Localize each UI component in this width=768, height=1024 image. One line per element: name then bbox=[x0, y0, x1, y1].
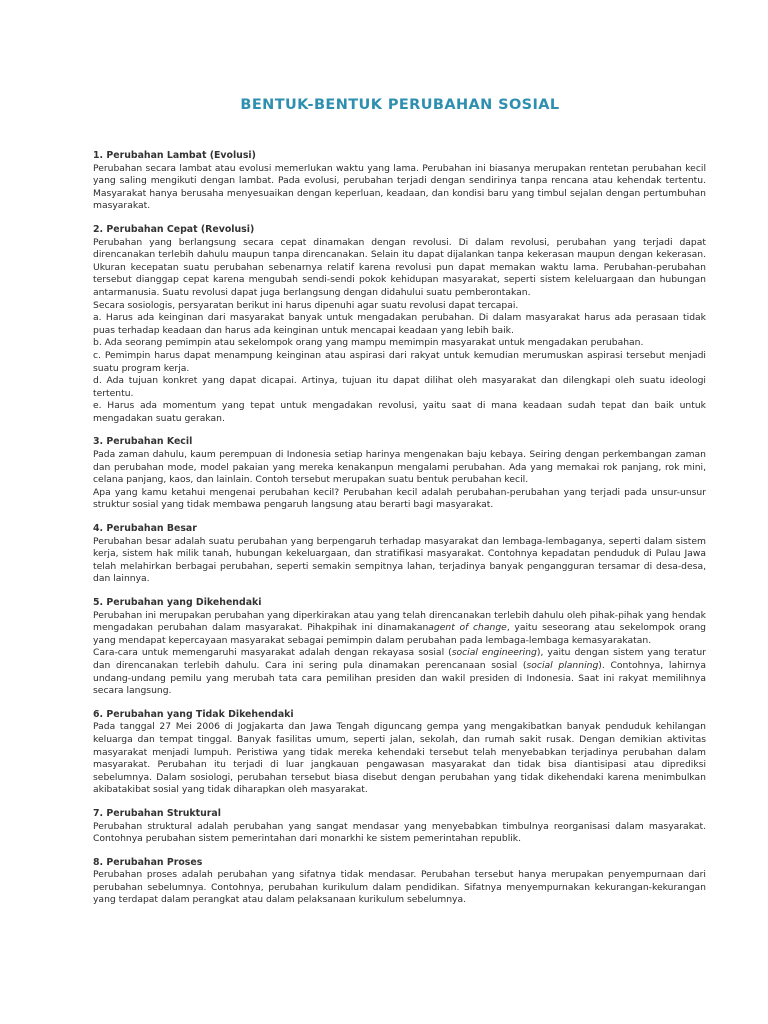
document-body bbox=[93, 150, 706, 918]
text-run: Cara-cara untuk memengaruhi masyarakat adalah dengan rekayasa sosial ( bbox=[93, 647, 452, 659]
list-item: e. Harus ada momentum yang tepat untuk mengadakan revolusi, yaitu saat di mana keadaan sudah tepat dan baik untuk mengadakan suatu gerakan. bbox=[93, 400, 706, 424]
paragraph: Pada zaman dahulu, kaum perempuan di Indonesia setiap harinya mengenakan baju kebaya. Seiring dengan perkembangan zaman dan perubahan mode, model pakaian yang mereka kenakanpun mengalami perubahan. Ada yang memakai rok panjang, rok mini, celana panjang, kaos, dan lainlain. Contoh tersebut merupakan suatu bentuk perubahan kecil. bbox=[93, 449, 706, 486]
section-proses bbox=[93, 857, 706, 907]
paragraph bbox=[93, 610, 706, 648]
paragraph: Perubahan secara lambat atau evolusi memerlukan waktu yang lama. Perubahan ini biasanya merupakan rentetan perubahan kecil yang saling mengikuti dengan lambat. Pada evolusi, perubahan terjadi dengan sendirinya tanpa rencana atau kehendak tertentu. Masyarakat hanya berusaha menyesuaikan dengan keperluan, keadaan, dan kondisi baru yang timbul sejalan dengan pertumbuhan masyarakat. bbox=[93, 162, 706, 212]
text-run: ), yaitu dengan sistem yang teratur dan direncanakan terlebih dahulu. Cara ini sering pula dinamakan perencanaan sosial ( bbox=[93, 647, 707, 671]
paragraph: Perubahan proses adalah perubahan yang sifatnya tidak mendasar. Perubahan tersebut hanya merupakan penyempurnaan dari perubahan sebelumnya. Contohnya, perubahan kurikulum dalam pendidikan. Sifatnya menyempurnakan kekurangan-kekurangan yang terdapat dalam perangkat atau dalam pelaksanaan kurikulum sebelumnya. bbox=[93, 869, 706, 906]
section-evolusi bbox=[93, 150, 706, 213]
section-dikehendaki bbox=[93, 597, 706, 698]
list-item: d. Ada tujuan konkret yang dapat dicapai. Artinya, tujuan itu dapat dilihat oleh masyarakat dan dilengkapi oleh suatu ideologi tertentu. bbox=[93, 375, 706, 399]
list-item: b. Ada seorang pemimpin atau sekelompok orang yang mampu memimpin masyarakat untuk mengadakan perubahan. bbox=[93, 337, 644, 349]
list-item: c. Pemimpin harus dapat menampung keinginan atau aspirasi dari rakyat untuk kemudian merumuskan aspirasi tersebut menjadi suatu program kerja. bbox=[93, 349, 706, 374]
section-perubahan-kecil bbox=[93, 436, 706, 512]
text-run: ). Contohnya, lahirnya undang-undang pemilu yang merubah tata cara pemilihan presiden dan wakil presiden di Indonesia. Saat ini rakyat memilihnya secara langsung. bbox=[93, 659, 706, 697]
section-perubahan-besar bbox=[93, 523, 706, 586]
section-heading: 3. Perubahan Kecil bbox=[93, 436, 193, 448]
italic-term: social engineering bbox=[451, 647, 537, 659]
italic-term: social planning bbox=[526, 659, 599, 671]
paragraph: Perubahan struktural adalah perubahan yang sangat mendasar yang menyebabkan timbulnya reorganisasi dalam masyarakat. Contohnya perubahan sistem pemerintahan dari monarkhi ke sistem pemerintahan republik. bbox=[93, 820, 706, 845]
section-tidak-dikehendaki bbox=[93, 709, 706, 797]
section-heading: 4. Perubahan Besar bbox=[93, 523, 197, 535]
section-heading: 8. Perubahan Proses bbox=[93, 856, 203, 868]
section-heading: 7. Perubahan Struktural bbox=[93, 807, 221, 819]
section-heading: 5. Perubahan yang Dikehendaki bbox=[93, 597, 262, 608]
section-heading: 1. Perubahan Lambat (Evolusi) bbox=[93, 150, 256, 161]
paragraph: Perubahan yang berlangsung secara cepat dinamakan dengan revolusi. Di dalam revolusi, perubahan yang terjadi dapat direncanakan terlebih dahulu maupun tanpa direncanakan. Selain itu dapat dijalankan tanpa kekerasan maupun dengan kekerasan. Ukuran kecepatan suatu perubahan sebenarnya relatif karena revolusi pun dapat memakan waktu lama. Perubahan-perubahan tersebut dianggap cepat karena mengubah sendi-sendi pokok kehidupan masyarakat, seperti sistem keleluargaan dan hubungan antarmanusia. Suatu revolusi dapat juga berlangsung dengan didahului suatu pemberontakan. bbox=[93, 236, 706, 298]
paragraph: Perubahan besar adalah suatu perubahan yang berpengaruh terhadap masyarakat dan lembaga-lembaganya, seperti dalam sistem kerja, sistem hak milik tanah, hubungan kekeluargaan, dan stratifikasi masyarakat. Contohnya kepadatan penduduk di Pulau Jawa telah melahirkan berbagai perubahan, seperti semakin sempitnya lahan, terjadinya banyak pengangguran tersamar di desa-desa, dan lainnya. bbox=[93, 535, 706, 585]
page-title: BENTUK-BENTUK PERUBAHAN SOSIAL bbox=[240, 97, 560, 113]
paragraph: Secara sosiologis, persyaratan berikut ini harus dipenuhi agar suatu revolusi dapat tercapai. bbox=[93, 299, 519, 311]
section-heading: 2. Perubahan Cepat (Revolusi) bbox=[93, 223, 255, 235]
paragraph: Apa yang kamu ketahui mengenai perubahan kecil? Perubahan kecil adalah perubahan-perubahan yang terjadi pada unsur-unsur struktur sosial yang tidak membawa pengaruh langsung atau berarti bagi masyarakat. bbox=[93, 486, 706, 511]
list-item: a. Harus ada keinginan dari masyarakat banyak untuk mengadakan perubahan. Di dalam masyarakat harus ada perasaan tidak puas terhadap keadaan dan harus ada keinginan untuk mencapai keadaan yang lebih baik. bbox=[93, 312, 706, 336]
section-heading: 6. Perubahan yang Tidak Dikehendaki bbox=[93, 708, 294, 720]
paragraph bbox=[93, 647, 706, 697]
section-revolusi bbox=[93, 224, 706, 426]
section-struktural bbox=[93, 808, 706, 846]
text-run: Perubahan ini merupakan perubahan yang diperkirakan atau yang telah direncanakan terlebih dahulu oleh pihak-pihak yang hendak mengadakan perubahan dalam masyarakat. Pihakpihak ini dinamakan bbox=[93, 609, 706, 634]
paragraph: Pada tanggal 27 Mei 2006 di Jogjakarta dan Jawa Tengah diguncang gempa yang mengakibatkan banyak penduduk kehilangan keluarga dan tempat tinggal. Banyak fasilitas umum, seperti jalan, sekolah, dan rumah sakit rusak. Dengan demikian aktivitas masyarakat menjadi lumpuh. Peristiwa yang tidak mereka kehendaki tersebut telah menyebabkan terjadinya perubahan dalam masyarakat. Perubahan itu terjadi di luar jangkauan pengawasan masyarakat dan tidak bisa diantisipasi atau diprediksi sebelumnya. Dalam sosiologi, perubahan tersebut biasa disebut dengan perubahan yang tidak dikehendaki karena menimbulkan akibatakibat sosial yang tidak diharapkan oleh masyarakat. bbox=[93, 721, 706, 796]
text-run: , yaitu seseorang atau sekelompok orang yang mendapat kepercayaan masyarakat sebagai pemimpin dalam perubahan pada lembaga-lembaga kemasyarakatan. bbox=[93, 622, 706, 646]
italic-term: agent of change bbox=[428, 622, 507, 634]
